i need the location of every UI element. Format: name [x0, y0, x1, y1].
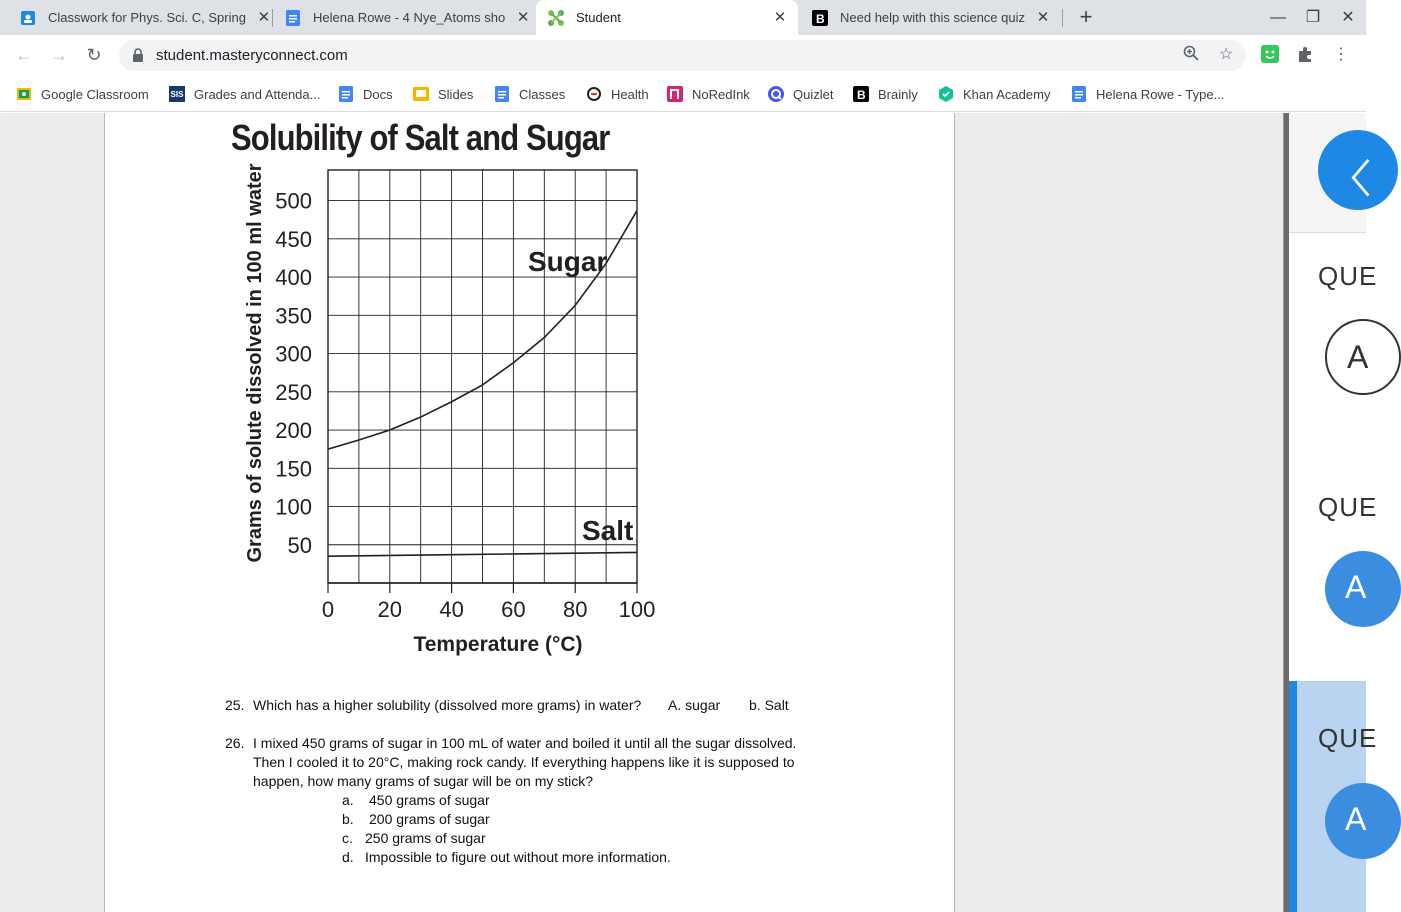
option-letter: d. [342, 849, 354, 865]
y-tick-label: 450 [275, 226, 312, 252]
question-text: Which has a higher solubility (dissolved more grams) in water? [253, 697, 642, 713]
forward-arrow-icon[interactable]: → [50, 45, 68, 65]
x-tick-label: 60 [501, 597, 526, 622]
minimize-icon[interactable]: — [1270, 9, 1286, 26]
noredink-icon [667, 86, 683, 102]
tab-title: Helena Rowe - 4 Nye_Atoms sho [313, 10, 506, 25]
question-number: 25. [225, 697, 245, 713]
tab-title: Need help with this science quiz [840, 10, 1025, 25]
y-tick-label: 100 [275, 494, 312, 520]
puzzle-icon[interactable] [1295, 45, 1315, 65]
bookmark-label: Grades and Attenda... [194, 86, 321, 102]
google-docs-icon [338, 86, 354, 102]
tab-classwork[interactable] [8, 0, 271, 35]
khan-academy-icon [938, 86, 954, 102]
answer-choice-button[interactable] [1325, 551, 1401, 627]
svg-text:B: B [816, 11, 825, 26]
bookmark-label: Classes [519, 86, 566, 102]
y-tick-label: 500 [275, 188, 312, 214]
google-docs-icon [285, 10, 301, 26]
answer-choice-letter: A [1345, 801, 1367, 837]
question-number: 26. [225, 735, 245, 751]
url-text: student.masteryconnect.com [156, 47, 348, 64]
new-tab-button[interactable]: + [1079, 4, 1093, 29]
bookmark-quizlet[interactable] [768, 84, 833, 104]
y-tick-label: 50 [287, 532, 312, 558]
inline-option-b: b. Salt [749, 697, 789, 713]
google-slides-icon [413, 86, 429, 102]
window-close-icon[interactable]: ✕ [1341, 9, 1355, 26]
bookmark-label: Khan Academy [963, 86, 1051, 102]
question-label: QUE [1318, 492, 1378, 522]
y-tick-label: 250 [275, 379, 312, 405]
question-line: happen, how many grams of sugar will be on my stick? [253, 773, 594, 789]
y-tick-label: 200 [275, 418, 312, 444]
bookmark-label: Slides [438, 86, 474, 102]
bookmark-health[interactable] [586, 84, 649, 104]
tab-brainly[interactable] [800, 0, 1060, 35]
bookmark-noredink[interactable] [667, 84, 750, 104]
browser-toolbar [0, 35, 1366, 76]
bookmark-label: Google Classroom [41, 86, 149, 102]
question-line: Then I cooled it to 20°C, making rock candy. If everything happens like it is supposed to [253, 754, 795, 770]
page-content [0, 113, 1378, 912]
bookmark-google-classroom[interactable] [16, 84, 149, 104]
answer-choice-button[interactable] [1325, 783, 1401, 859]
back-arrow-icon[interactable]: ← [15, 45, 33, 65]
y-axis-label: Grams of solute dissolved in 100 ml water [244, 163, 266, 563]
inline-option-a: A. sugar [668, 697, 721, 713]
bookmark-classes[interactable] [494, 84, 565, 104]
question-line: I mixed 450 grams of sugar in 100 mL of water and boiled it until all the sugar dissolved. [253, 735, 797, 751]
google-docs-icon [494, 86, 510, 102]
question-label: QUE [1318, 723, 1378, 753]
option-letter: b. [342, 811, 354, 827]
sis-icon: SIS [169, 86, 185, 102]
bookmark-khan-academy[interactable] [938, 84, 1050, 104]
active-indicator [1289, 681, 1297, 912]
tab-separator [1062, 9, 1063, 27]
navigator-header [1289, 113, 1371, 233]
close-icon[interactable]: ✕ [1036, 8, 1050, 26]
x-axis-label: Temperature (°C) [413, 633, 583, 656]
solubility-chart [225, 153, 685, 656]
y-axis-ticks [275, 189, 312, 558]
y-tick-label: 350 [275, 303, 312, 329]
option-text: 450 grams of sugar [369, 792, 490, 808]
answer-choice-button[interactable] [1325, 319, 1401, 395]
bookmark-label: Docs [363, 86, 393, 102]
lock-icon [133, 48, 143, 62]
answer-choice-letter: A [1345, 569, 1367, 605]
google-docs-icon [1071, 86, 1087, 102]
bookmark-label: Quizlet [793, 86, 834, 102]
chart-title: Solubility of Salt and Sugar [231, 117, 610, 158]
bookmark-docs[interactable] [338, 84, 393, 104]
tab-title: Student [576, 10, 621, 25]
x-axis-ticks [322, 597, 655, 622]
bookmark-helena-rowe-type[interactable] [1071, 84, 1224, 104]
option-text: 200 grams of sugar [369, 811, 490, 827]
series-label-sugar: Sugar [528, 246, 608, 277]
reload-icon[interactable]: ↻ [86, 45, 102, 65]
tab-student[interactable] [536, 0, 798, 35]
tab-title: Classwork for Phys. Sci. C, Spring [48, 10, 246, 25]
bookmark-slides[interactable] [413, 84, 473, 104]
restore-icon[interactable]: ❐ [1305, 9, 1321, 26]
tab-strip [0, 0, 1366, 35]
option-letter: c. [342, 830, 353, 846]
question-document [104, 113, 955, 912]
option-text: 250 grams of sugar [365, 830, 486, 846]
brainly-icon [812, 10, 828, 26]
back-button[interactable] [1318, 130, 1398, 210]
bookmark-label: Brainly [878, 86, 918, 102]
quizlet-icon [768, 86, 784, 102]
y-tick-label: 300 [275, 341, 312, 367]
menu-kebab-icon[interactable]: ⋮ [1333, 46, 1349, 63]
x-tick-label: 20 [377, 597, 403, 622]
option-text: Impossible to figure out without more information. [365, 849, 671, 865]
address-bar[interactable] [119, 40, 1246, 71]
option-letter: a. [342, 792, 354, 808]
health-icon [586, 86, 602, 102]
brainly-icon [853, 86, 869, 102]
close-icon[interactable]: ✕ [257, 8, 271, 26]
y-tick-label: 400 [275, 265, 312, 291]
x-tick-label: 0 [321, 597, 335, 622]
bookmark-label: NoRedInk [692, 86, 750, 102]
x-tick-label: 100 [618, 597, 656, 622]
question-navigator [1289, 113, 1378, 912]
answer-choice-letter: A [1347, 339, 1369, 375]
x-tick-label: 40 [439, 597, 464, 622]
star-icon[interactable]: ☆ [1218, 46, 1234, 63]
series-label-salt: Salt [582, 515, 634, 546]
extension-icon[interactable] [1260, 45, 1280, 65]
bookmark-label: Helena Rowe - Type... [1096, 86, 1225, 102]
x-tick-label: 80 [562, 597, 588, 622]
svg-text:B: B [857, 88, 866, 102]
bookmark-brainly[interactable] [853, 84, 918, 104]
bookmark-grades-attendance[interactable] [169, 84, 320, 104]
active-question-card[interactable] [1289, 681, 1378, 912]
tab-helena-rowe-doc[interactable] [273, 0, 535, 35]
close-icon[interactable]: ✕ [773, 8, 787, 26]
chevron-left-icon: 〈 [1332, 159, 1371, 201]
close-icon[interactable]: ✕ [516, 8, 530, 26]
google-classroom-icon [16, 86, 32, 102]
y-tick-label: 150 [275, 456, 312, 482]
bookmarks-bar [0, 76, 1366, 112]
bookmark-label: Health [611, 86, 649, 102]
zoom-icon[interactable] [1181, 45, 1201, 65]
google-classroom-icon [20, 10, 36, 26]
masteryconnect-icon [548, 10, 564, 26]
question-label: QUE [1318, 261, 1378, 291]
